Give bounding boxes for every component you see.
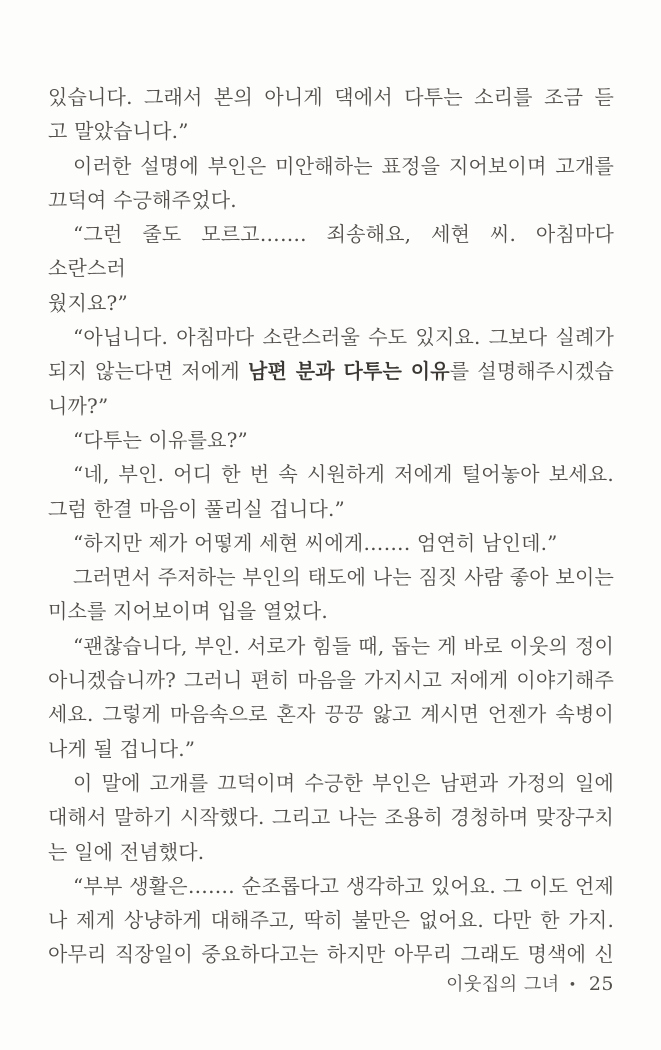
footer-book-title: 이웃집의 그녀 bbox=[446, 974, 560, 995]
text-line bbox=[48, 354, 614, 388]
text-line bbox=[48, 766, 614, 800]
text-line bbox=[48, 80, 614, 114]
text-line bbox=[48, 629, 614, 663]
text-segment: 나 제게 상냥하게 대해주고, 딱히 불만은 없어요. 다만 한 가지. bbox=[48, 908, 614, 933]
text-segment: “하지만 제가 어떻게 세현 씨에게……. 엄연히 남인데.” bbox=[73, 530, 558, 555]
text-line bbox=[48, 389, 614, 423]
text-line bbox=[48, 114, 614, 148]
text-segment: “아닙니다. 아침마다 소란스러울 수도 있지요. 그보다 실례가 bbox=[73, 325, 614, 350]
text-line bbox=[48, 560, 614, 594]
text-line bbox=[48, 320, 614, 354]
text-segment: 를 설명해주시겠습 bbox=[449, 359, 615, 384]
text-segment: 고 말았습니다.” bbox=[48, 119, 189, 144]
text-segment: 이러한 설명에 부인은 미안해하는 표정을 지어보이며 고개를 bbox=[73, 153, 614, 178]
text-line bbox=[48, 149, 614, 183]
text-segment: 이 말에 고개를 끄덕이며 수긍한 부인은 남편과 가정의 일에 bbox=[73, 770, 614, 795]
text-line bbox=[48, 869, 614, 903]
text-segment: 아니겠습니까? 그러니 편히 마음을 가지시고 저에게 이야기해주 bbox=[48, 668, 614, 693]
text-line bbox=[48, 903, 614, 937]
text-line bbox=[48, 835, 614, 869]
footer-page-number: 25 bbox=[588, 973, 614, 995]
text-segment: “다투는 이유를요?” bbox=[73, 427, 248, 452]
text-segment: 그러면서 주저하는 부인의 태도에 나는 짐짓 사람 좋아 보이는 bbox=[73, 565, 614, 590]
text-segment: 아무리 직장일이 중요하다고는 하지만 아무리 그래도 명색에 신 bbox=[48, 942, 614, 967]
text-line bbox=[48, 594, 614, 628]
text-line bbox=[48, 183, 614, 217]
text-segment: “그런 줄도 모르고……. 죄송해요, 세현 씨. 아침마다 소란스러 bbox=[48, 222, 614, 281]
text-segment: 미소를 지어보이며 입을 열었다. bbox=[48, 599, 328, 624]
text-segment: 끄덕여 수긍해주었다. bbox=[48, 187, 237, 212]
text-line bbox=[48, 217, 614, 286]
text-segment: “네, 부인. 어디 한 번 속 시원하게 저에게 털어놓아 보세요. bbox=[73, 462, 614, 487]
text-segment: 나게 될 겁니다.” bbox=[48, 736, 196, 761]
text-line bbox=[48, 457, 614, 491]
page-text bbox=[48, 80, 614, 972]
text-segment: 대해서 말하기 시작했다. 그리고 나는 조용히 경청하며 맞장구치 bbox=[48, 805, 614, 830]
footer-separator-dot: • bbox=[568, 978, 577, 993]
text-segment: 웠지요?” bbox=[48, 290, 128, 315]
text-line bbox=[48, 663, 614, 697]
text-line bbox=[48, 492, 614, 526]
text-segment: 는 일에 전념했다. bbox=[48, 839, 205, 864]
text-segment: “부부 생활은……. 순조롭다고 생각하고 있어요. 그 이도 언제 bbox=[73, 873, 614, 898]
text-segment: 있습니다. 그래서 본의 아니게 댁에서 다투는 소리를 조금 듣 bbox=[48, 85, 614, 109]
bold-text-segment: 남편 분과 다투는 이유 bbox=[247, 359, 450, 384]
text-line bbox=[48, 937, 614, 971]
text-line bbox=[48, 732, 614, 766]
page-footer bbox=[446, 970, 614, 996]
text-line bbox=[48, 697, 614, 731]
text-line bbox=[48, 423, 614, 457]
text-segment: 되지 않는다면 저에게 bbox=[48, 359, 248, 384]
text-segment: “괜찮습니다, 부인. 서로가 힘들 때, 돕는 게 바로 이웃의 정이 bbox=[73, 633, 614, 658]
text-line bbox=[48, 800, 614, 834]
text-line bbox=[48, 286, 614, 320]
text-segment: 니까?” bbox=[48, 393, 109, 418]
text-segment: 그럼 한결 마음이 풀리실 겁니다.” bbox=[48, 496, 345, 521]
text-segment: 세요. 그렇게 마음속으로 혼자 끙끙 앓고 계시면 언젠가 속병이 bbox=[48, 702, 614, 727]
text-line bbox=[48, 526, 614, 560]
